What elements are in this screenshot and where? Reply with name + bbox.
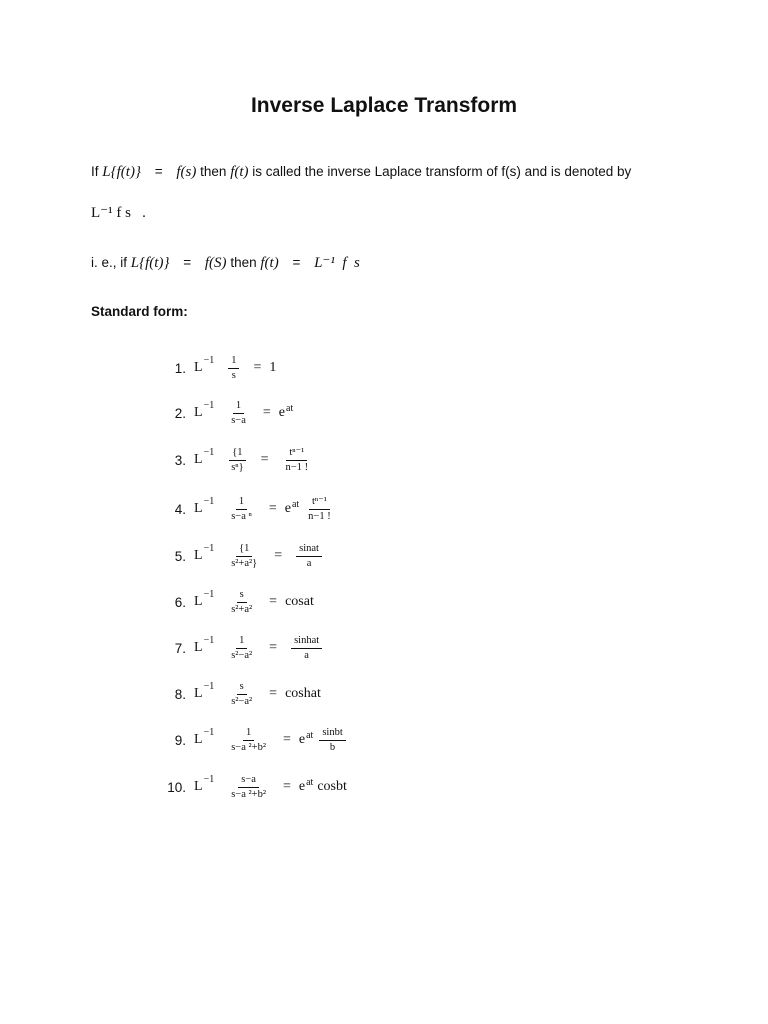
ft-expression: f(t)	[230, 164, 249, 180]
result-base: coshat	[285, 686, 321, 701]
laplace-expression: L{f(t)}	[102, 164, 141, 180]
inverse-operator	[194, 727, 215, 748]
definition-tail: is called the inverse Laplace transform of f(s) and is denoted by	[252, 164, 632, 179]
fraction-numerator: s−a	[238, 774, 259, 788]
result-expression	[277, 447, 318, 474]
operator-exponent: −1	[203, 589, 215, 600]
result-trailing: cosbt	[317, 779, 347, 794]
fraction-denominator: s²−a²	[231, 695, 253, 707]
equals-sign: =	[269, 640, 278, 655]
formula-number: 9.	[174, 732, 186, 748]
result-numerator: sinhat	[291, 635, 322, 649]
fraction-numerator: {1	[236, 543, 252, 557]
inverse-operator	[194, 355, 215, 376]
result-denominator: a	[306, 557, 312, 569]
formula-row	[160, 393, 293, 433]
operator-exponent: −1	[203, 400, 215, 411]
fraction-denominator: s−a ⁿ	[231, 510, 252, 522]
inverse-operator	[194, 400, 215, 421]
inverse-operator	[194, 496, 215, 517]
ie-equals: =	[183, 255, 192, 270]
operator-exponent: −1	[203, 635, 215, 646]
operator-letter: L	[194, 548, 203, 563]
result-numerator: tⁿ⁻¹	[309, 496, 330, 510]
page-title: Inverse Laplace Transform	[250, 94, 518, 117]
result-expression	[285, 635, 328, 662]
equals-sign: =	[282, 779, 291, 794]
argument-fraction	[228, 400, 249, 427]
equals-sign: =	[253, 360, 262, 375]
result-base: e	[298, 779, 306, 794]
formula-row	[160, 536, 328, 576]
fraction-numerator: s	[237, 589, 247, 603]
formula-number: 2.	[174, 405, 186, 421]
ie-inverse-expression: L⁻¹ f s	[314, 255, 360, 271]
operator-letter: L	[194, 405, 203, 420]
fraction-denominator: s−a ²+b²	[231, 741, 266, 753]
result-exponent: at	[306, 729, 314, 741]
result-fraction	[305, 496, 334, 523]
result-expression	[278, 402, 294, 421]
fraction-denominator: sⁿ}	[231, 461, 244, 473]
formula-number: 10.	[167, 779, 186, 795]
argument-fraction	[228, 447, 246, 474]
definition-notation	[91, 203, 146, 222]
fraction-numerator: 1	[233, 400, 244, 414]
result-numerator: sinbt	[319, 727, 345, 741]
result-expression	[299, 727, 352, 754]
inverse-operator	[194, 635, 215, 656]
operator-letter: L	[194, 686, 203, 701]
operator-letter: L	[194, 452, 203, 467]
fraction-denominator: s²+a²	[231, 603, 253, 615]
result-fraction	[296, 543, 322, 570]
equals-sign: =	[269, 594, 278, 609]
definition-line	[91, 164, 631, 181]
result-base: e	[298, 732, 306, 747]
operator-letter: L	[194, 640, 203, 655]
fraction-numerator: 1	[228, 355, 239, 369]
argument-fraction	[228, 496, 255, 523]
argument-fraction	[228, 774, 269, 801]
formula-number: 6.	[174, 594, 186, 610]
argument-fraction	[228, 543, 260, 570]
fraction-denominator: s	[231, 369, 236, 381]
result-exponent: at	[306, 776, 314, 788]
if-word: If	[91, 164, 99, 179]
inverse-operator	[194, 589, 215, 610]
result-expression	[285, 496, 340, 523]
operator-exponent: −1	[203, 774, 215, 785]
formula-row	[160, 489, 340, 529]
operator-letter: L	[194, 501, 203, 516]
ie-ft-expression: f(t)	[260, 255, 279, 271]
inverse-notation: L⁻¹ f s .	[91, 205, 146, 221]
fraction-denominator: s²+a²}	[231, 557, 258, 569]
formula-number: 8.	[174, 686, 186, 702]
result-expression	[269, 360, 276, 376]
then-word: then	[200, 164, 227, 179]
result-exponent: at	[286, 402, 294, 414]
result-base: e	[284, 501, 291, 516]
formula-row	[160, 767, 347, 807]
ie-line	[91, 253, 360, 272]
equals-sign: =	[260, 452, 269, 467]
ie-prefix: i. e., if	[91, 255, 128, 270]
inverse-operator	[194, 543, 215, 564]
result-base: 1	[269, 360, 277, 375]
ie-then: then	[230, 255, 257, 270]
operator-exponent: −1	[203, 543, 215, 554]
operator-exponent: −1	[203, 355, 215, 366]
argument-fraction	[228, 681, 255, 708]
result-fraction	[291, 635, 322, 662]
result-base: cosat	[285, 594, 314, 609]
operator-exponent: −1	[203, 496, 215, 507]
argument-fraction	[228, 355, 239, 382]
result-exponent: at	[291, 498, 300, 510]
result-denominator: b	[329, 741, 336, 753]
formula-row	[160, 348, 276, 388]
argument-fraction	[228, 589, 255, 616]
equals-sign: =	[262, 405, 271, 420]
inverse-operator	[194, 774, 215, 795]
equals-sign: =	[154, 164, 163, 179]
operator-exponent: −1	[203, 681, 215, 692]
operator-letter: L	[194, 779, 203, 794]
ie-fS-expression: f(S)	[204, 255, 227, 271]
equals-sign: =	[268, 501, 277, 516]
equals-sign: =	[282, 732, 291, 747]
formula-number: 3.	[174, 452, 186, 468]
fraction-denominator: s²−a²	[231, 649, 253, 661]
ie-equals-2: =	[292, 255, 301, 270]
inverse-operator	[194, 447, 215, 468]
formula-number: 4.	[174, 501, 186, 517]
operator-letter: L	[194, 732, 203, 747]
fraction-numerator: {1	[229, 447, 245, 461]
equals-sign: =	[269, 686, 278, 701]
formula-row	[160, 628, 328, 668]
formula-row	[160, 440, 317, 480]
formula-row	[160, 674, 321, 714]
result-denominator: a	[304, 649, 309, 661]
formula-number: 1.	[174, 360, 186, 376]
equals-sign: =	[274, 548, 283, 563]
fraction-denominator: s−a ²+b²	[231, 788, 266, 800]
inverse-operator	[194, 681, 215, 702]
standard-form-heading: Standard form:	[91, 304, 188, 319]
result-expression	[285, 594, 314, 610]
formula-number: 5.	[174, 548, 186, 564]
result-expression	[290, 543, 328, 570]
result-fraction	[319, 727, 345, 754]
result-numerator: sinat	[296, 543, 322, 557]
result-expression	[298, 776, 347, 795]
result-denominator: n−1 !	[308, 510, 331, 522]
fraction-numerator: 1	[243, 727, 254, 741]
result-base: e	[278, 405, 285, 420]
operator-exponent: −1	[203, 727, 215, 738]
operator-letter: L	[194, 360, 203, 375]
ie-laplace-expression: L{f(t)}	[130, 255, 170, 271]
formula-row	[160, 582, 314, 622]
fs-expression: f(s)	[176, 164, 197, 180]
result-numerator: tⁿ⁻¹	[286, 447, 307, 461]
argument-fraction	[228, 635, 255, 662]
result-denominator: n−1 !	[285, 461, 309, 473]
argument-fraction	[228, 727, 269, 754]
formula-number: 7.	[174, 640, 186, 656]
result-fraction	[283, 447, 312, 474]
operator-exponent: −1	[203, 447, 215, 458]
result-expression	[285, 686, 321, 702]
formula-row	[160, 720, 352, 760]
fraction-denominator: s−a	[231, 414, 246, 426]
fraction-numerator: 1	[236, 635, 247, 649]
fraction-numerator: s	[237, 681, 247, 695]
fraction-numerator: 1	[236, 496, 247, 510]
operator-letter: L	[194, 594, 203, 609]
